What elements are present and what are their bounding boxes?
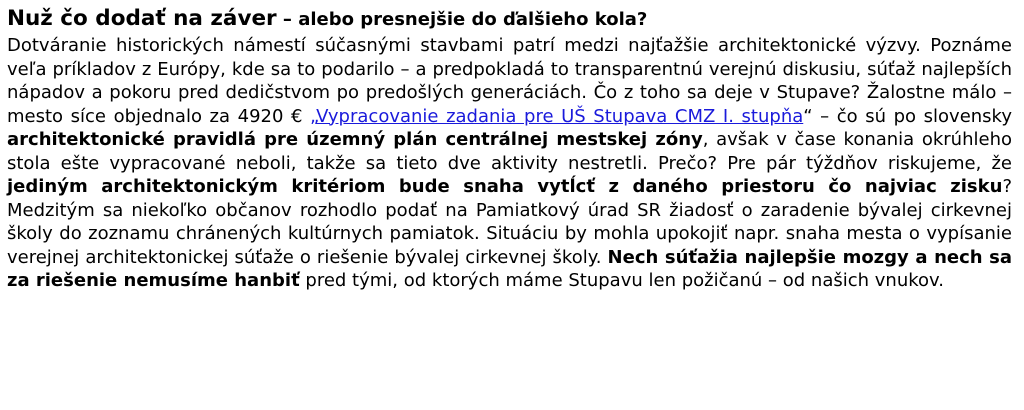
emphasis-architectural-rules: architektonické pravidlá pre územný plán centrálnej mestskej zóny: [7, 129, 703, 150]
paragraph-text: , avšak v čase konania okrúhleho stola ešte vypracované neboli, takže sa tieto dve aktivity nestretli. Prečo? Pre pár týždňov riskujeme, že: [7, 129, 1012, 174]
emphasis-profit-criterion: jediným architektonickým kritériom bude snaha vytĺcť z daného priestoru čo najviac zisku: [7, 176, 1003, 197]
heading-main: Nuž čo dodať na záver: [7, 6, 277, 31]
emphasis-best-minds: Nech súťažia najlepšie mozgy a nech sa za riešenie nemusíme hanbiť: [7, 246, 1012, 291]
closing-quote: “: [803, 105, 813, 127]
paragraph-text: – čo sú po slovensky: [812, 105, 1012, 127]
body-paragraph: [7, 34, 1012, 293]
link-open-quote[interactable]: „: [310, 105, 317, 127]
paragraph-text: ? Medzitým sa niekoľko občanov rozhodlo podať na Pamiatkový úrad SR žiadosť o zaradenie bývalej cirkevnej školy do zoznamu chránených kultúrnych pamiatok. Situáciu by mohla upokojiť napr. snaha mesta o vypísanie verejnej architektonickej súťaže o riešenie bývalej cirkevnej školy.: [7, 176, 1012, 268]
link-assignment-document[interactable]: [310, 106, 803, 127]
section-heading: [7, 3, 1012, 34]
paragraph-text: pred tými, od ktorých máme Stupavu len požičanú – od našich vnukov.: [299, 270, 945, 291]
heading-subtitle: – alebo presnejšie do ďalšieho kola?: [276, 9, 648, 30]
paragraph-text: Dotváranie historických námestí súčasnými stavbami patrí medzi najťažšie architektonické výzvy. Poznáme veľa príkladov z Európy, kde sa to podarilo – a predpokladá to transparentnú verejnú diskusiu, súťaž najlepších nápadov a pokoru pred dedičstvom po predošlých generáciách. Čo z toho sa deje v Stupave? Žalostne málo – mesto síce objednalo za 4920 €: [7, 35, 1012, 127]
link-text[interactable]: Vypracovanie zadania pre UŠ Stupava CMZ I. stupňa: [316, 105, 804, 127]
